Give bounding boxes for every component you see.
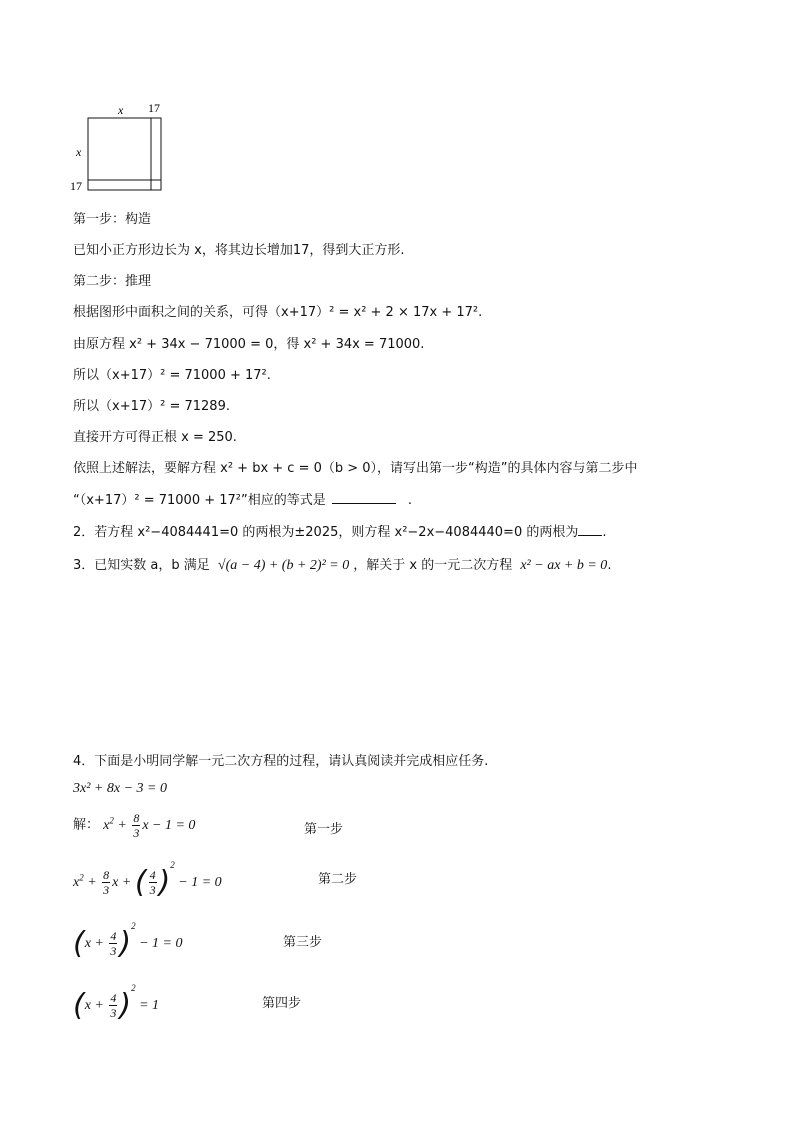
task-line-b — [73, 489, 412, 508]
question-4-equation: 3x² + 8x − 3 = 0 — [73, 781, 167, 796]
construct-text: 已知小正方形边长为 x，将其边长增加17，得到大正方形. — [73, 243, 405, 258]
question-4-intro: 4．下面是小明同学解一元二次方程的过程，请认真阅读并完成相应任务. — [73, 754, 489, 769]
question-3-condition: √(a − 4) + (b + 2)² = 0 — [217, 558, 350, 573]
question-3-middle: ，解关于 x 的一元二次方程 — [353, 558, 513, 573]
step-2-label: 第二步 — [318, 872, 358, 887]
step2-heading: 第二步：推理 — [73, 274, 152, 289]
task-line-b-end: . — [407, 493, 413, 508]
so-line-2: 所以（x+17）² = 71289. — [73, 399, 230, 414]
reason-text: 根据图形中面积之间的关系，可得（x+17）² = x² + 2 × 17x + 17². — [73, 305, 483, 320]
figure-top-x-label: x — [118, 103, 124, 117]
fraction-4-3: $\frac{4}{3}$ — [149, 868, 156, 898]
so-line-1: 所以（x+17）² = 71000 + 17². — [73, 368, 271, 383]
question-2 — [73, 521, 607, 540]
figure-left-x-label: x — [76, 145, 82, 159]
question-3-prefix: 3．已知实数 a，b 满足 — [73, 558, 210, 573]
fraction-4-3-c: $\frac{4}{3}$ — [110, 991, 117, 1021]
root-text: 直接开方可得正根 x = 250. — [73, 430, 237, 445]
question-2-end: . — [602, 525, 607, 540]
step1-heading: 第一步：构造 — [73, 212, 152, 227]
fraction-4-3-b: $\frac{4}{3}$ — [110, 929, 117, 959]
question-2-text: 2．若方程 x²−4084441=0 的两根为±2025，则方程 x²−2x−4084440=0 的两根为 — [73, 525, 579, 540]
step-3-label: 第三步 — [283, 935, 323, 950]
solution-step-2-expr: $x^2$ + $\frac{8}{3}$ x + ( $\frac{4}{3}$ )$^2$ − 1 = 0 — [73, 860, 222, 900]
fraction-8-3-b: $\frac{8}{3}$ — [103, 868, 110, 898]
question-3-end: . — [607, 558, 612, 573]
task-line-a: 依照上述解法，要解方程 x² + bx + c = 0（b > 0），请写出第一步“构造”的具体内容与第二步中 — [73, 461, 638, 476]
figure-left-17-label: 17 — [70, 179, 82, 193]
solution-step-1-expr: $x^2$ + $\frac{8}{3}$ x − 1 = 0 — [103, 811, 196, 840]
solution-step-3-expr: (x + $\frac{4}{3}$ )$^2$ − 1 = 0 — [73, 921, 183, 961]
solve-label: 解： — [73, 817, 100, 833]
question-3 — [73, 554, 611, 574]
answer-blank-2[interactable] — [578, 523, 602, 536]
square-construction-figure — [66, 98, 176, 194]
step-4-label: 第四步 — [262, 996, 302, 1011]
solution-step-4-expr: (x + $\frac{4}{3}$ )$^2$ = 1 — [73, 983, 160, 1023]
step-1-label: 第一步 — [304, 822, 344, 837]
question-3-equation: x² − ax + b = 0 — [520, 558, 608, 573]
task-line-b-text: “（x+17）² = 71000 + 17²”相应的等式是 — [73, 493, 326, 508]
fraction-8-3: $\frac{8}{3}$ — [133, 811, 140, 840]
answer-blank-1[interactable] — [332, 491, 396, 504]
original-equation-text: 由原方程 x² + 34x − 71000 = 0，得 x² + 34x = 71000. — [73, 337, 425, 352]
solution-step-1 — [73, 812, 195, 839]
figure-top-17-label: 17 — [148, 101, 160, 115]
